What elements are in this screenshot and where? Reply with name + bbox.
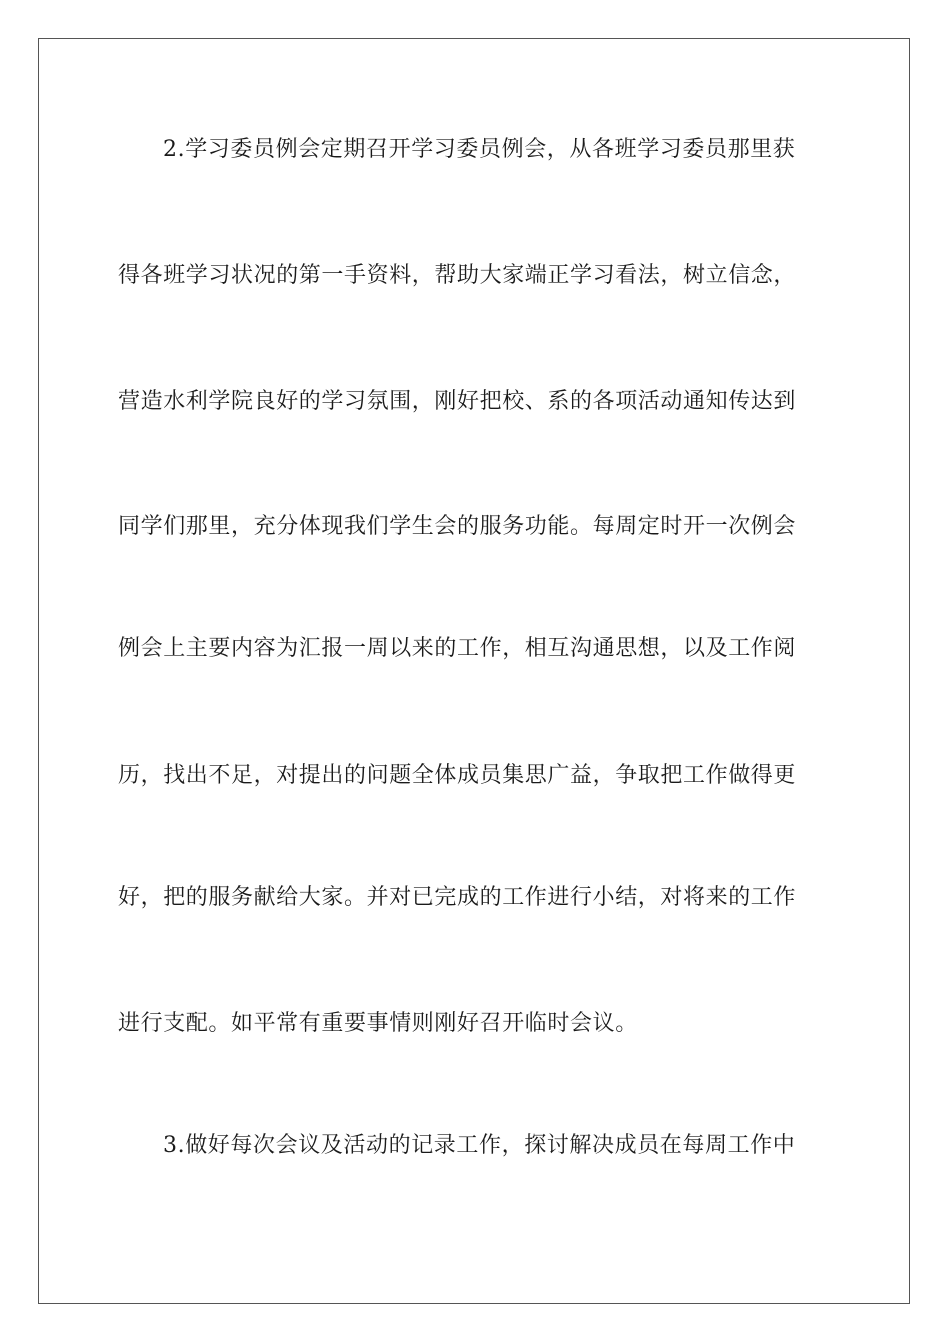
paragraph-2-line-4: 同学们那里，充分体现我们学生会的服务功能。每周定时开一次例会: [118, 514, 797, 539]
paragraph-3-line-1: 3.做好每次会议及活动的记录工作，探讨解决成员在每周工作中: [163, 1133, 796, 1158]
paragraph-2-line-5: 例会上主要内容为汇报一周以来的工作，相互沟通思想，以及工作阅: [118, 636, 797, 661]
paragraph-2-line-8: 进行支配。如平常有重要事情则刚好召开临时会议。: [118, 1011, 638, 1036]
page-border: [38, 38, 910, 1304]
paragraph-2-line-7: 好，把的服务献给大家。并对已完成的工作进行小结，对将来的工作: [118, 885, 797, 910]
paragraph-2-line-1: 2.学习委员例会定期召开学习委员例会，从各班学习委员那里获: [163, 137, 796, 162]
paragraph-2-line-6: 历，找出不足，对提出的问题全体成员集思广益，争取把工作做得更: [118, 763, 797, 788]
paragraph-2-line-2: 得各班学习状况的第一手资料，帮助大家端正学习看法，树立信念，: [118, 263, 797, 288]
paragraph-2-line-3: 营造水利学院良好的学习氛围，刚好把校、系的各项活动通知传达到: [118, 389, 797, 414]
